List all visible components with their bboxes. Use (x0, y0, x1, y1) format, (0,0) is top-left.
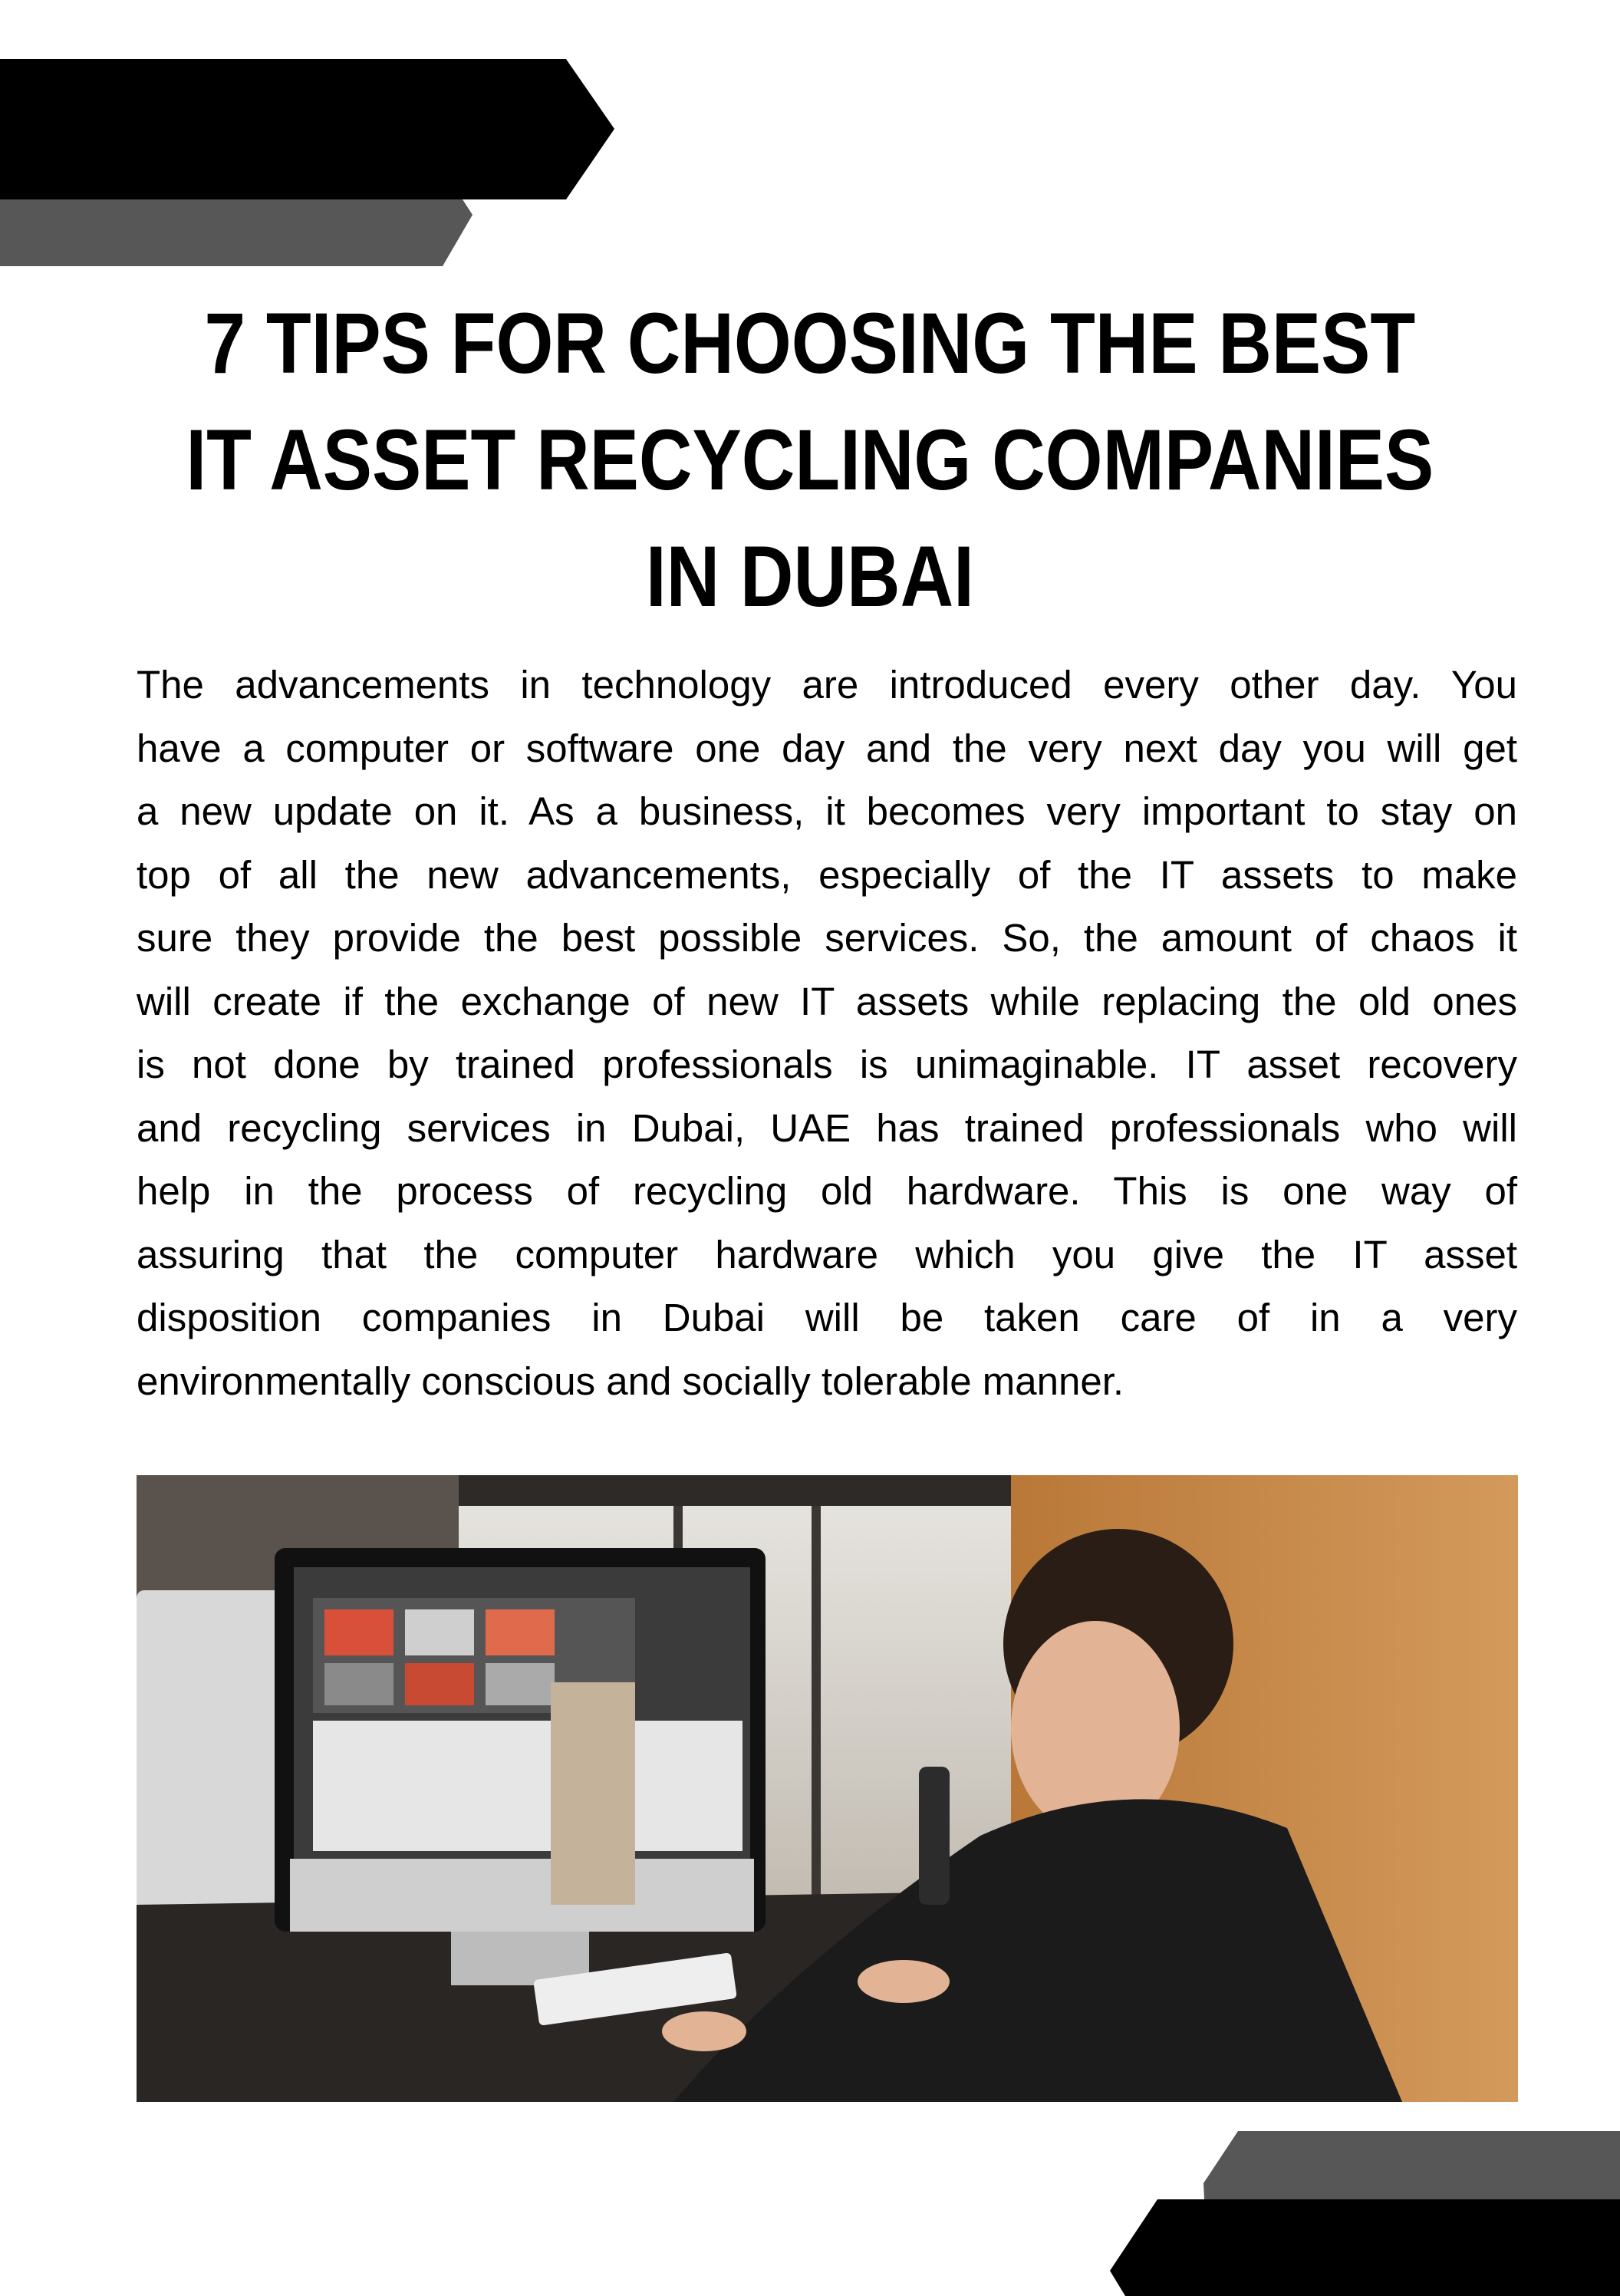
body-line: environmentally conscious and socially tolerable manner. (137, 1359, 1124, 1403)
black-arrow-banner (1110, 2199, 1620, 2296)
title-line: IT ASSET RECYCLING COMPANIES (186, 412, 1434, 508)
title-line: IN DUBAI (645, 529, 975, 624)
page-title (0, 285, 1620, 635)
body-line: The advancements in technology are introduced every other day. You (137, 663, 1517, 707)
body-line: a new update on it. As a business, it becomes very important to stay on (137, 789, 1517, 833)
body-line: top of all the new advancements, especially of the IT assets to make (137, 852, 1517, 897)
body-paragraph (137, 654, 1517, 1413)
body-line: is not done by trained professionals is unimaginable. IT asset recovery (137, 1043, 1517, 1086)
body-line: disposition companies in Dubai will be taken care of in a very (137, 1296, 1517, 1339)
title-line: 7 TIPS FOR CHOOSING THE BEST (204, 295, 1416, 391)
photo-illustration (137, 1475, 1518, 2102)
bottom-right-banner-decoration (1074, 2117, 1620, 2296)
black-arrow-banner (0, 59, 614, 199)
body-line: have a computer or software one day and the very next day you will get (137, 726, 1517, 770)
body-line: will create if the exchange of new IT assets while replacing the old ones (137, 979, 1517, 1023)
body-line: help in the process of recycling old hardware. This is one way of (137, 1169, 1517, 1213)
body-line: assuring that the computer hardware which you give the IT asset (137, 1232, 1517, 1276)
photo-man-at-computer (137, 1475, 1518, 2102)
gray-arrow-banner (0, 199, 472, 266)
body-line: and recycling services in Dubai, UAE has trained professionals who will (137, 1105, 1517, 1150)
top-left-banner-decoration (0, 0, 629, 276)
gray-arrow-banner (1203, 2131, 1620, 2199)
body-line: sure they provide the best possible services. So, the amount of chaos it (137, 916, 1517, 960)
